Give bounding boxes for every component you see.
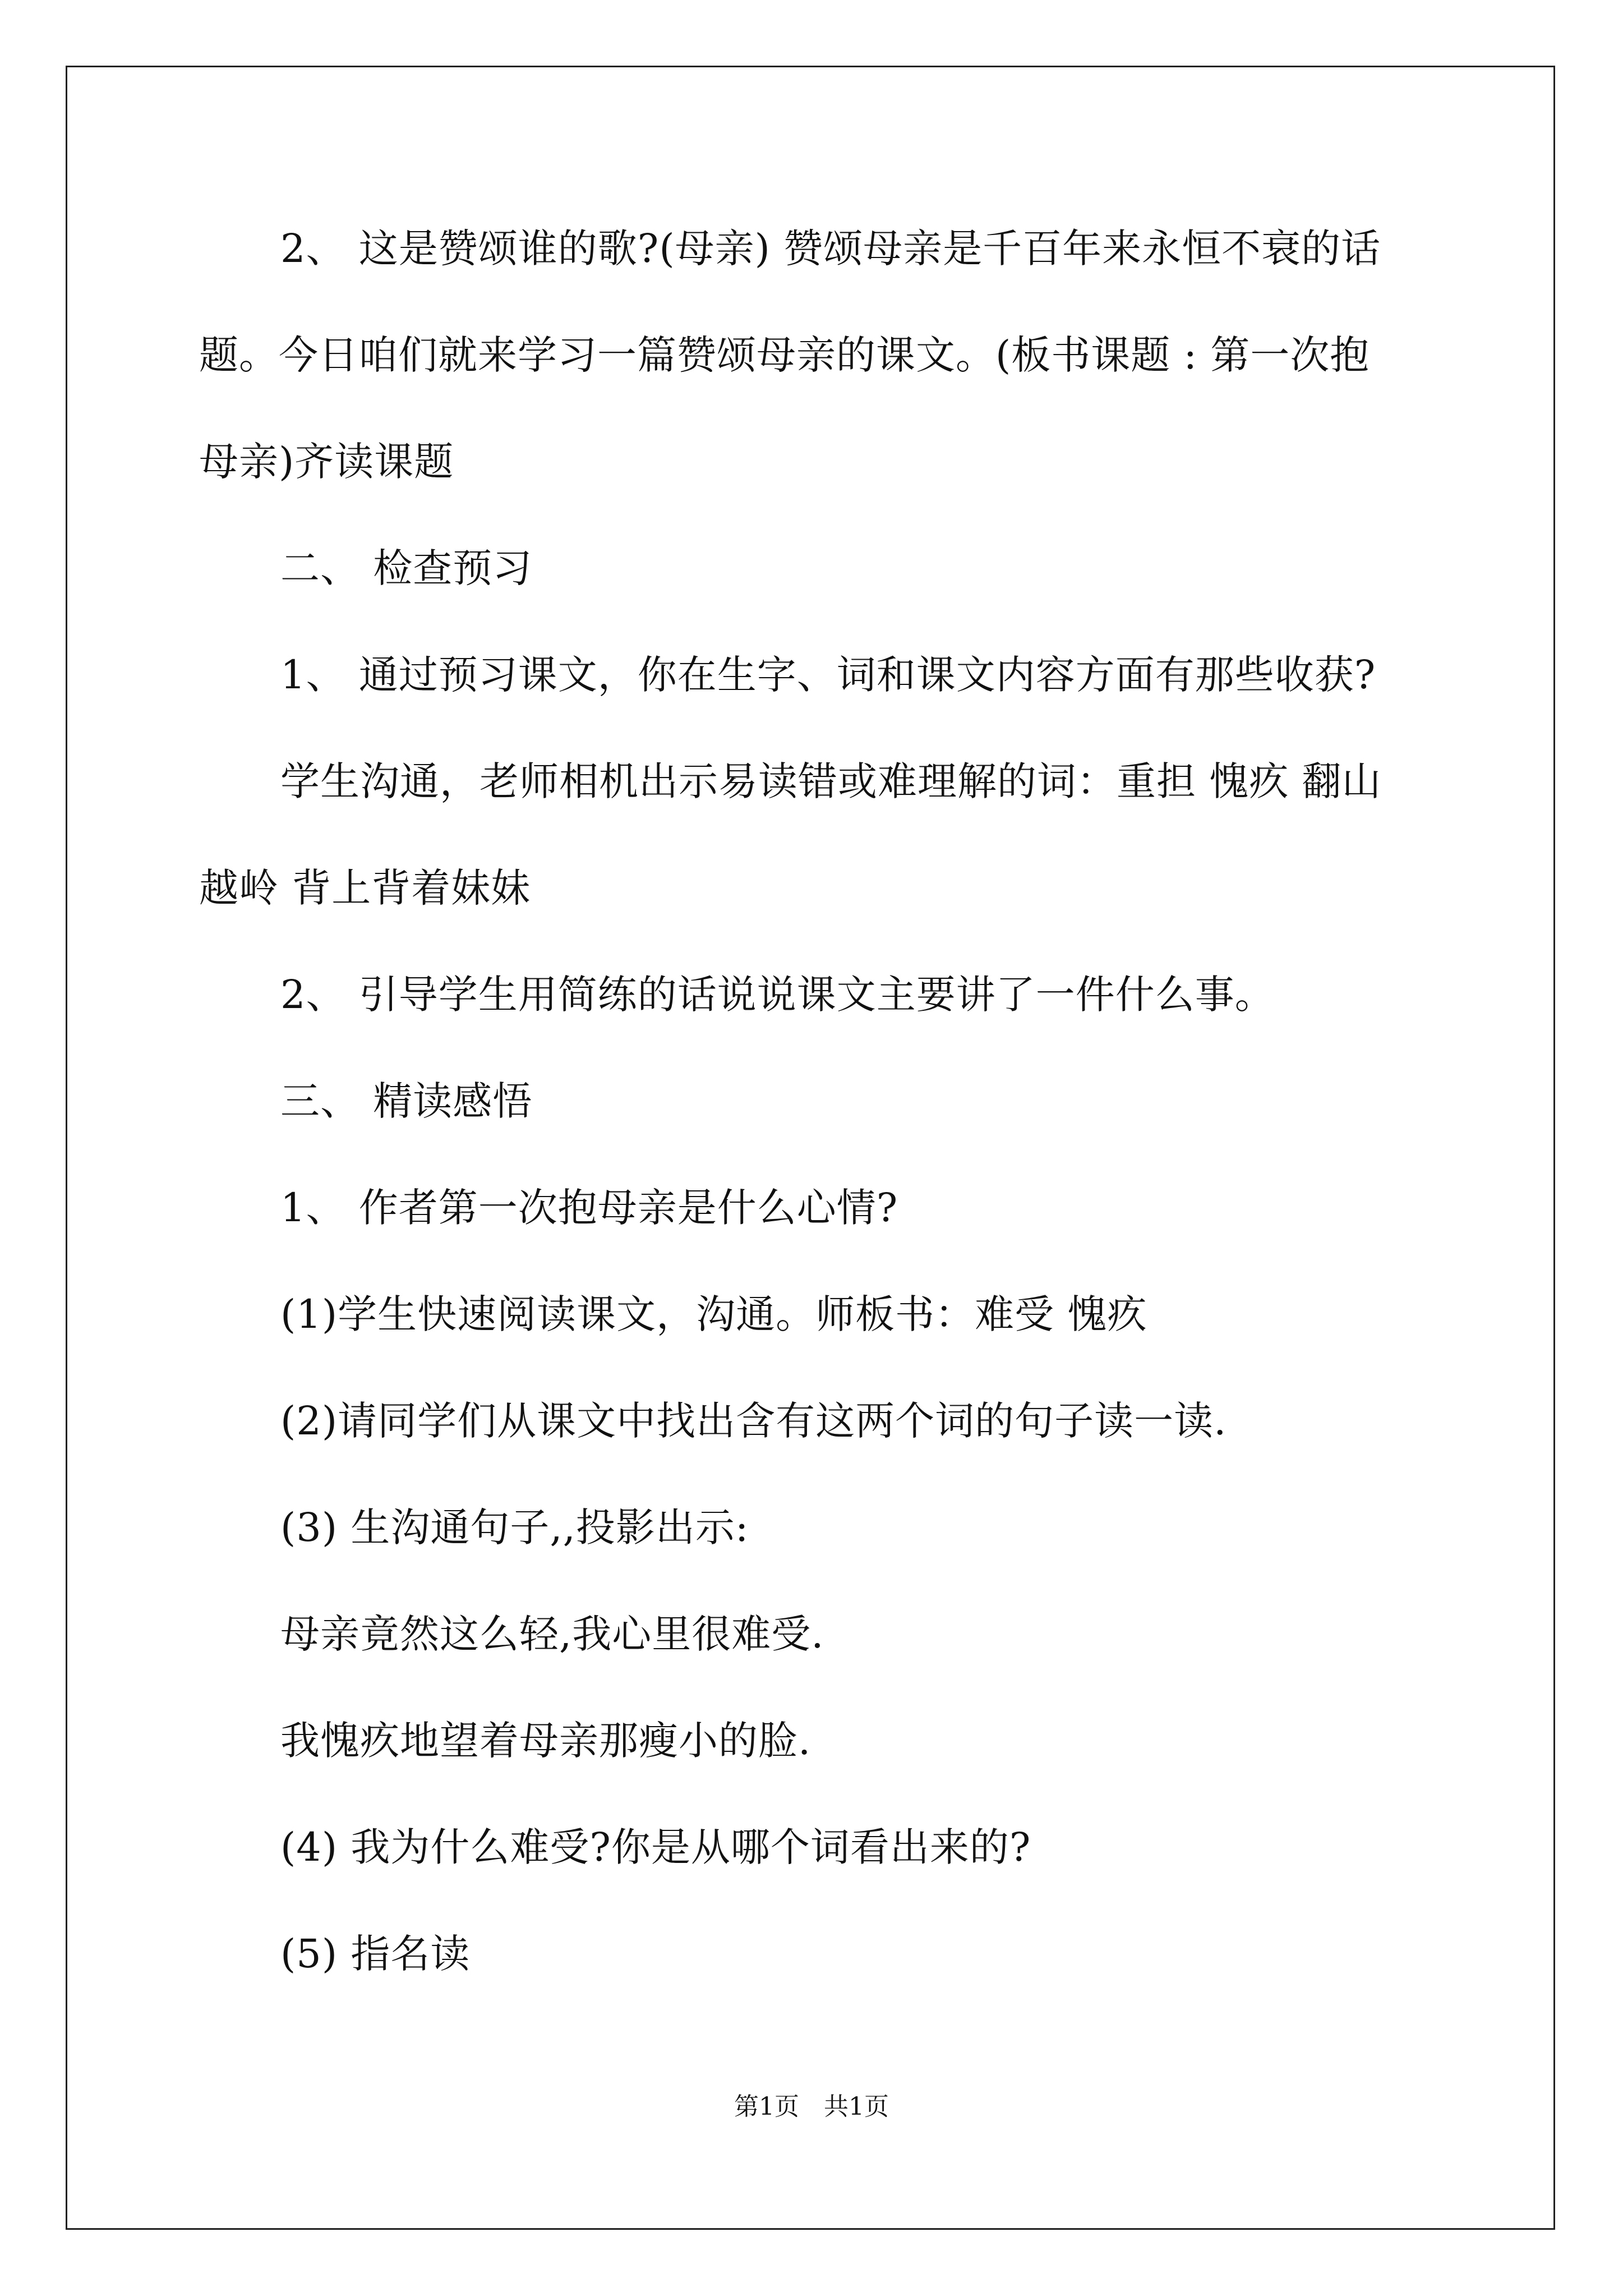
paragraph-line: 1、 通过预习课文，你在生字、词和课文内容方面有那些收获? [280, 652, 1376, 698]
paragraph-line: (1)学生快速阅读课文，沟通。师板书：难受 愧疚 [280, 1291, 1147, 1337]
paragraph-line: (3) 生沟通句子,,投影出示: [280, 1504, 749, 1550]
paragraph-line: (4) 我为什么难受?你是从哪个词看出来的? [280, 1824, 1031, 1870]
section-heading: 二、 检查预习 [280, 545, 533, 591]
document-body [199, 222, 1433, 2033]
paragraph-line: 学生沟通，老师相机出示易读错或难理解的词：重担 愧疚 翻山 [280, 758, 1382, 804]
quoted-sentence: 我愧疚地望着母亲那瘦小的脸. [280, 1718, 811, 1764]
paragraph-line: (2)请同学们从课文中找出含有这两个词的句子读一读. [280, 1398, 1227, 1444]
paragraph-line: 越岭 背上背着妹妹 [199, 865, 531, 911]
page-footer: 第1页 共1页 [734, 2092, 889, 2121]
paragraph-line: 母亲)齐读课题 [199, 439, 454, 485]
paragraph-line: 题。今日咱们就来学习一篇赞颂母亲的课文。(板书课题 : 第一次抱 [199, 332, 1370, 378]
paragraph-line: 1、 作者第一次抱母亲是什么心情? [280, 1185, 898, 1231]
quoted-sentence: 母亲竟然这么轻,我心里很难受. [280, 1611, 824, 1657]
paragraph-line: 2、 引导学生用简练的话说说课文主要讲了一件什么事。 [280, 972, 1275, 1018]
paragraph-line: 2、 这是赞颂谁的歌?(母亲) 赞颂母亲是千百年来永恒不衰的话 [280, 226, 1381, 272]
section-heading: 三、 精读感悟 [280, 1078, 533, 1124]
paragraph-line: (5) 指名读 [280, 1931, 471, 1977]
